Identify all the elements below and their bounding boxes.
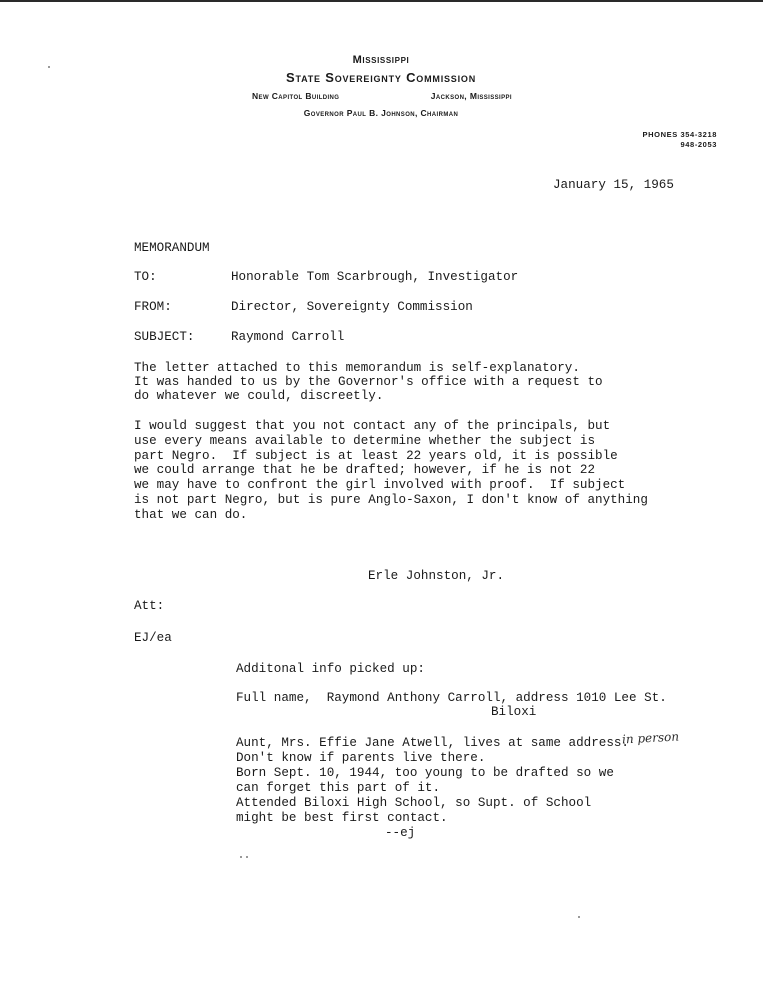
body-line: is not part Negro, but is pure Anglo-Saxon, I don't know of anything bbox=[134, 493, 648, 507]
body-line: I would suggest that you not contact any of the principals, but bbox=[134, 419, 611, 433]
scan-speck bbox=[578, 916, 580, 918]
phone-2: 948-2053 bbox=[680, 140, 717, 149]
letterhead-city: Jackson, Mississippi bbox=[430, 91, 512, 101]
subject-value: Raymond Carroll bbox=[231, 330, 345, 344]
typist-initials: EJ/ea bbox=[134, 631, 172, 645]
additional-fullname: Full name, Raymond Anthony Carroll, address 1010 Lee St. bbox=[236, 691, 667, 705]
letterhead-address bbox=[250, 88, 512, 104]
body-line: do whatever we could, discreetly. bbox=[134, 389, 384, 403]
additional-note: might be best first contact. bbox=[236, 811, 448, 825]
body-line: we may have to confront the girl involved with proof. If subject bbox=[134, 478, 626, 492]
letterhead bbox=[250, 52, 512, 122]
letterhead-building: New Capitol Building bbox=[252, 91, 340, 101]
body-line: we could arrange that he be drafted; however, if he is not 22 bbox=[134, 463, 596, 477]
memo-date: January 15, 1965 bbox=[553, 178, 674, 192]
additional-note: Aunt, Mrs. Effie Jane Atwell, lives at same address. bbox=[236, 736, 629, 750]
body-line: use every means available to determine whether the subject is bbox=[134, 434, 596, 448]
additional-heading: Additonal info picked up: bbox=[236, 662, 425, 676]
additional-sign-off: --ej bbox=[385, 826, 416, 840]
phone-numbers bbox=[643, 130, 717, 150]
body-line: The letter attached to this memorandum is self-explanatory. bbox=[134, 361, 580, 375]
body-line: It was handed to us by the Governor's office with a request to bbox=[134, 375, 603, 389]
additional-note: Attended Biloxi High School, so Supt. of School bbox=[236, 796, 592, 810]
attachment-label: Att: bbox=[134, 599, 165, 613]
body-line: part Negro. If subject is at least 22 years old, it is possible bbox=[134, 449, 618, 463]
additional-note: Don't know if parents live there. bbox=[236, 751, 486, 765]
to-value: Honorable Tom Scarbrough, Investigator bbox=[231, 270, 519, 284]
body-line: that we can do. bbox=[134, 508, 248, 522]
from-value: Director, Sovereignty Commission bbox=[231, 300, 473, 314]
letterhead-state: Mississippi bbox=[352, 54, 410, 66]
from-label: FROM: bbox=[134, 300, 172, 314]
additional-note: Born Sept. 10, 1944, too young to be drafted so we bbox=[236, 766, 614, 780]
handwritten-note: in person bbox=[621, 729, 680, 747]
signature: Erle Johnston, Jr. bbox=[368, 569, 505, 583]
scan-speck bbox=[48, 66, 50, 68]
additional-note: can forget this part of it. bbox=[236, 781, 441, 795]
to-label: TO: bbox=[134, 270, 157, 284]
scan-speck bbox=[240, 856, 242, 858]
phones-label: PHONES bbox=[642, 130, 678, 139]
letterhead-governor: Governor Paul B. Johnson, Chairman bbox=[303, 108, 459, 118]
scan-speck bbox=[246, 856, 248, 858]
memo-title: MEMORANDUM bbox=[134, 241, 210, 255]
additional-city: Biloxi bbox=[491, 705, 537, 719]
phone-1: 354-3218 bbox=[680, 130, 717, 139]
page-top-edge bbox=[0, 0, 763, 2]
subject-label: SUBJECT: bbox=[134, 330, 195, 344]
letterhead-commission: State Sovereignty Commission bbox=[285, 70, 477, 85]
